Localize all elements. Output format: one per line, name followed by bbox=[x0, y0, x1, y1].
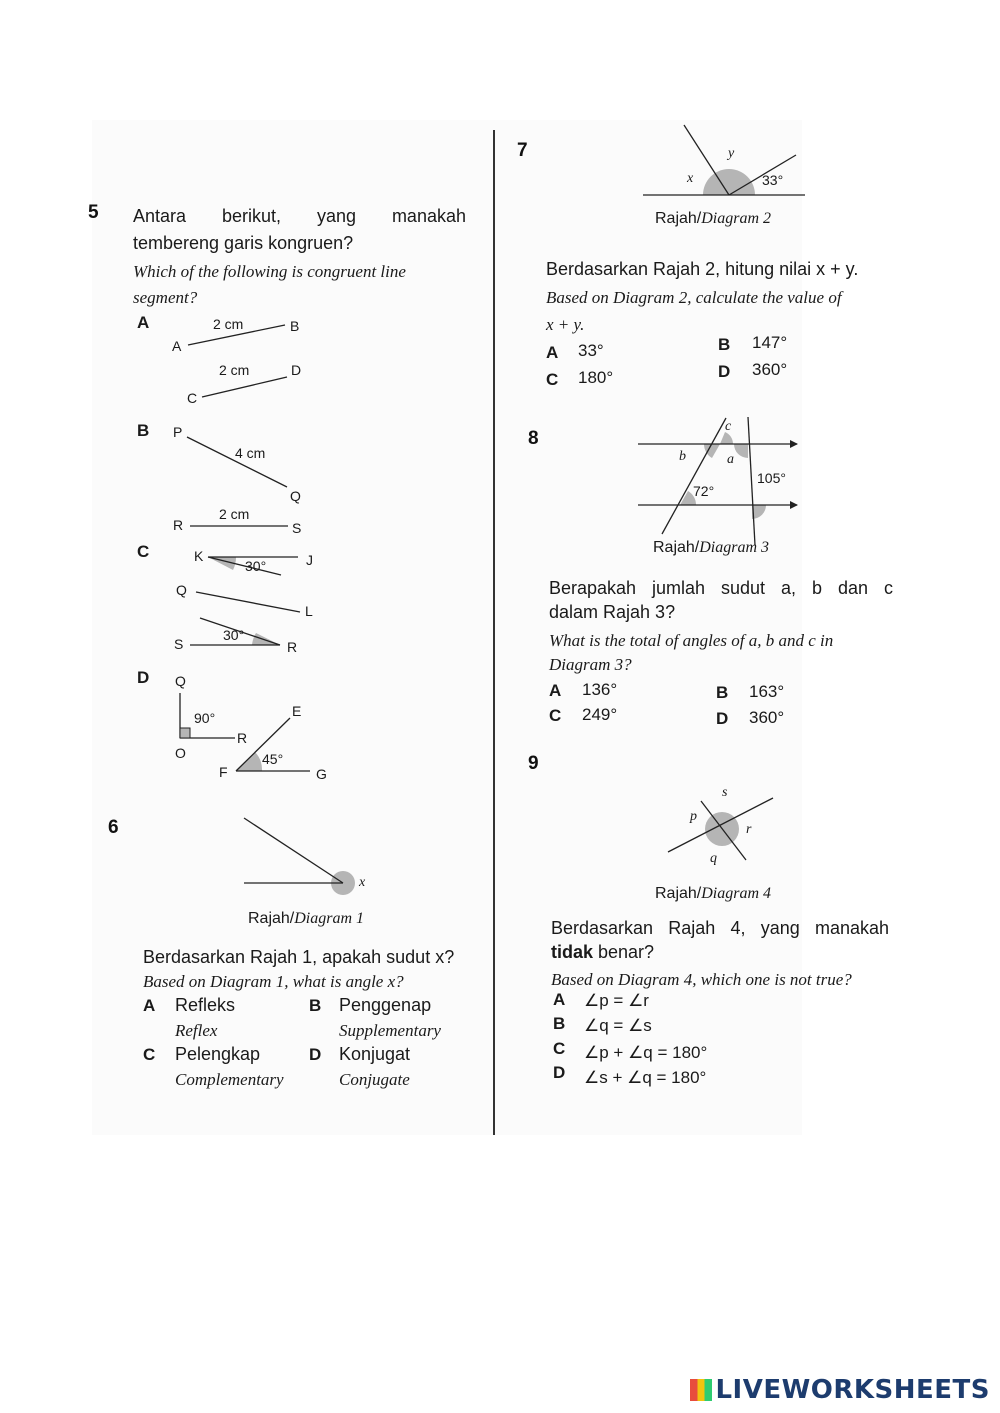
q9-stem-en: Based on Diagram 4, which one is not true? bbox=[551, 970, 852, 989]
q5-b-point-s: S bbox=[292, 520, 302, 536]
q8-option-d-letter[interactable]: D bbox=[716, 709, 729, 728]
q8-option-d-value[interactable]: 360° bbox=[749, 708, 785, 727]
q6-option-a-en[interactable]: Reflex bbox=[175, 1021, 218, 1040]
q6-option-b-letter[interactable]: B bbox=[309, 996, 322, 1015]
q7-option-c-value[interactable]: 180° bbox=[578, 368, 614, 387]
q5-stem-ms-line1: Antara berikut, yang manakah bbox=[133, 206, 466, 226]
q5-c-point-j: J bbox=[306, 552, 313, 568]
q9-diagram-4 bbox=[0, 0, 1, 1]
q6-option-c-letter[interactable]: C bbox=[143, 1045, 156, 1064]
q6-option-d-en[interactable]: Conjugate bbox=[339, 1070, 410, 1089]
q6-option-c-ms[interactable]: Pelengkap bbox=[175, 1044, 261, 1064]
q5-c-point-r: R bbox=[287, 639, 298, 655]
q5-option-d-letter[interactable]: D bbox=[137, 668, 150, 687]
q8-stem-ms-line2: dalam Rajah 3? bbox=[549, 602, 676, 622]
q5-d-point-e: E bbox=[292, 703, 302, 719]
q9-stem-ms-line1: Berdasarkan Rajah 4, yang manakah bbox=[551, 918, 889, 938]
q7-label-y: y bbox=[728, 146, 735, 161]
q7-option-d-value[interactable]: 360° bbox=[752, 360, 788, 379]
q6-option-d-letter[interactable]: D bbox=[309, 1045, 322, 1064]
q6-option-d-ms[interactable]: Konjugat bbox=[339, 1044, 411, 1064]
q7-option-b-letter[interactable]: B bbox=[718, 335, 731, 354]
q8-label-c: c bbox=[725, 419, 732, 434]
q7-option-d-letter[interactable]: D bbox=[718, 362, 731, 381]
q5-d-point-f: F bbox=[219, 764, 228, 780]
q9-label-r: r bbox=[746, 822, 752, 837]
q9-option-d-letter[interactable]: D bbox=[553, 1063, 566, 1082]
q7-angle-33: 33° bbox=[762, 172, 784, 188]
q8-option-b-letter[interactable]: B bbox=[716, 683, 729, 702]
question-7-number: 7 bbox=[517, 140, 528, 161]
q8-option-b-value[interactable]: 163° bbox=[749, 682, 785, 701]
q5-c-point-q: Q bbox=[176, 582, 187, 598]
q7-option-b-value[interactable]: 147° bbox=[752, 333, 788, 352]
q9-label-q: q bbox=[710, 851, 717, 866]
q5-b-length-2: 2 cm bbox=[219, 506, 250, 522]
q9-caption: Rajah/Diagram 4 bbox=[655, 885, 772, 902]
q8-label-b: b bbox=[679, 449, 686, 464]
q6-option-b-ms[interactable]: Penggenap bbox=[339, 995, 432, 1015]
q5-a-length-2: 2 cm bbox=[219, 362, 250, 378]
q8-option-c-value[interactable]: 249° bbox=[582, 705, 618, 724]
q9-option-c-value[interactable]: ∠p + ∠q = 180° bbox=[584, 1043, 708, 1062]
question-8-number: 8 bbox=[528, 428, 539, 449]
q5-c-point-k: K bbox=[194, 548, 204, 564]
q7-option-a-letter[interactable]: A bbox=[546, 343, 559, 362]
q8-label-a: a bbox=[727, 452, 734, 467]
q6-angle-x-label: x bbox=[359, 875, 366, 890]
q5-stem-ms-line2: tembereng garis kongruen? bbox=[133, 233, 354, 253]
q9-option-b-value[interactable]: ∠q = ∠s bbox=[584, 1016, 652, 1035]
q5-d-point-q: Q bbox=[175, 673, 186, 689]
q8-option-a-value[interactable]: 136° bbox=[582, 680, 618, 699]
q6-stem-ms: Berdasarkan Rajah 1, apakah sudut x? bbox=[143, 947, 455, 967]
q8-option-a-letter[interactable]: A bbox=[549, 681, 562, 700]
q8-angle-72: 72° bbox=[693, 483, 715, 499]
column-divider bbox=[493, 130, 495, 1135]
q7-option-a-value[interactable]: 33° bbox=[578, 341, 604, 360]
q9-label-p: p bbox=[690, 809, 697, 824]
q7-option-c-letter[interactable]: C bbox=[546, 370, 559, 389]
q5-d-angle-2: 45° bbox=[262, 751, 284, 767]
q8-option-c-letter[interactable]: C bbox=[549, 706, 562, 725]
q8-stem-en-line1: What is the total of angles of a, b and c in bbox=[549, 631, 834, 650]
q7-stem-en-line2: x + y. bbox=[546, 315, 585, 334]
q5-b-point-p: P bbox=[173, 424, 183, 440]
q6-option-b-en[interactable]: Supplementary bbox=[339, 1021, 441, 1040]
q9-option-d-value[interactable]: ∠s + ∠q = 180° bbox=[584, 1068, 707, 1087]
question-9-number: 9 bbox=[528, 753, 539, 774]
q5-a-point-c: C bbox=[187, 390, 198, 406]
q9-option-b-letter[interactable]: B bbox=[553, 1014, 566, 1033]
q5-a-length-1: 2 cm bbox=[213, 316, 244, 332]
q5-d-point-r: R bbox=[237, 730, 248, 746]
q8-angle-105: 105° bbox=[757, 470, 786, 486]
q9-option-c-letter[interactable]: C bbox=[553, 1039, 566, 1058]
q5-c-point-l: L bbox=[305, 603, 313, 619]
liveworksheets-logo: LIVEWORKSHEETS bbox=[690, 1375, 990, 1405]
q7-caption: Rajah/Diagram 2 bbox=[655, 210, 772, 227]
q7-stem-ms: Berdasarkan Rajah 2, hitung nilai x + y. bbox=[546, 259, 859, 279]
q6-option-a-letter[interactable]: A bbox=[143, 996, 156, 1015]
q5-stem-en-line1: Which of the following is congruent line bbox=[133, 262, 406, 281]
q6-option-a-ms[interactable]: Refleks bbox=[175, 995, 236, 1015]
q5-stem-en-line2: segment? bbox=[133, 288, 198, 307]
q9-label-s: s bbox=[722, 785, 728, 800]
q9-stem-ms-line2: tidak benar? bbox=[551, 942, 655, 962]
q5-a-point-b: B bbox=[290, 318, 300, 334]
q5-b-point-r: R bbox=[173, 517, 184, 533]
q9-option-a-value[interactable]: ∠p = ∠r bbox=[584, 991, 649, 1010]
q6-caption: Rajah/Diagram 1 bbox=[248, 910, 365, 927]
q6-stem-en: Based on Diagram 1, what is angle x? bbox=[143, 972, 404, 991]
q7-label-x: x bbox=[687, 171, 694, 186]
q5-option-c-letter[interactable]: C bbox=[137, 542, 150, 561]
q8-caption: Rajah/Diagram 3 bbox=[653, 539, 770, 556]
q6-option-c-en[interactable]: Complementary bbox=[175, 1070, 284, 1089]
q5-b-point-q: Q bbox=[290, 488, 301, 504]
q5-a-point-a: A bbox=[172, 338, 182, 354]
q5-a-point-d: D bbox=[291, 362, 302, 378]
q8-stem-en-line2: Diagram 3? bbox=[549, 655, 632, 674]
liveworksheets-grid-icon bbox=[690, 1379, 712, 1401]
q5-d-point-o: O bbox=[175, 745, 186, 761]
q5-c-angle-1: 30° bbox=[245, 558, 267, 574]
q5-option-b-letter[interactable]: B bbox=[137, 421, 150, 440]
q5-d-point-g: G bbox=[316, 766, 327, 782]
q9-option-a-letter[interactable]: A bbox=[553, 990, 566, 1009]
q7-stem-en-line1: Based on Diagram 2, calculate the value of bbox=[546, 288, 842, 307]
q5-c-point-s: S bbox=[174, 636, 184, 652]
q8-stem-ms-line1: Berapakah jumlah sudut a, b dan c bbox=[549, 578, 893, 598]
q5-option-a-letter[interactable]: A bbox=[137, 313, 150, 332]
q5-c-angle-2: 30° bbox=[223, 627, 245, 643]
q5-d-angle-1: 90° bbox=[194, 710, 216, 726]
question-5-number: 5 bbox=[88, 202, 99, 223]
q5-b-length-1: 4 cm bbox=[235, 445, 266, 461]
question-6-number: 6 bbox=[108, 817, 119, 838]
